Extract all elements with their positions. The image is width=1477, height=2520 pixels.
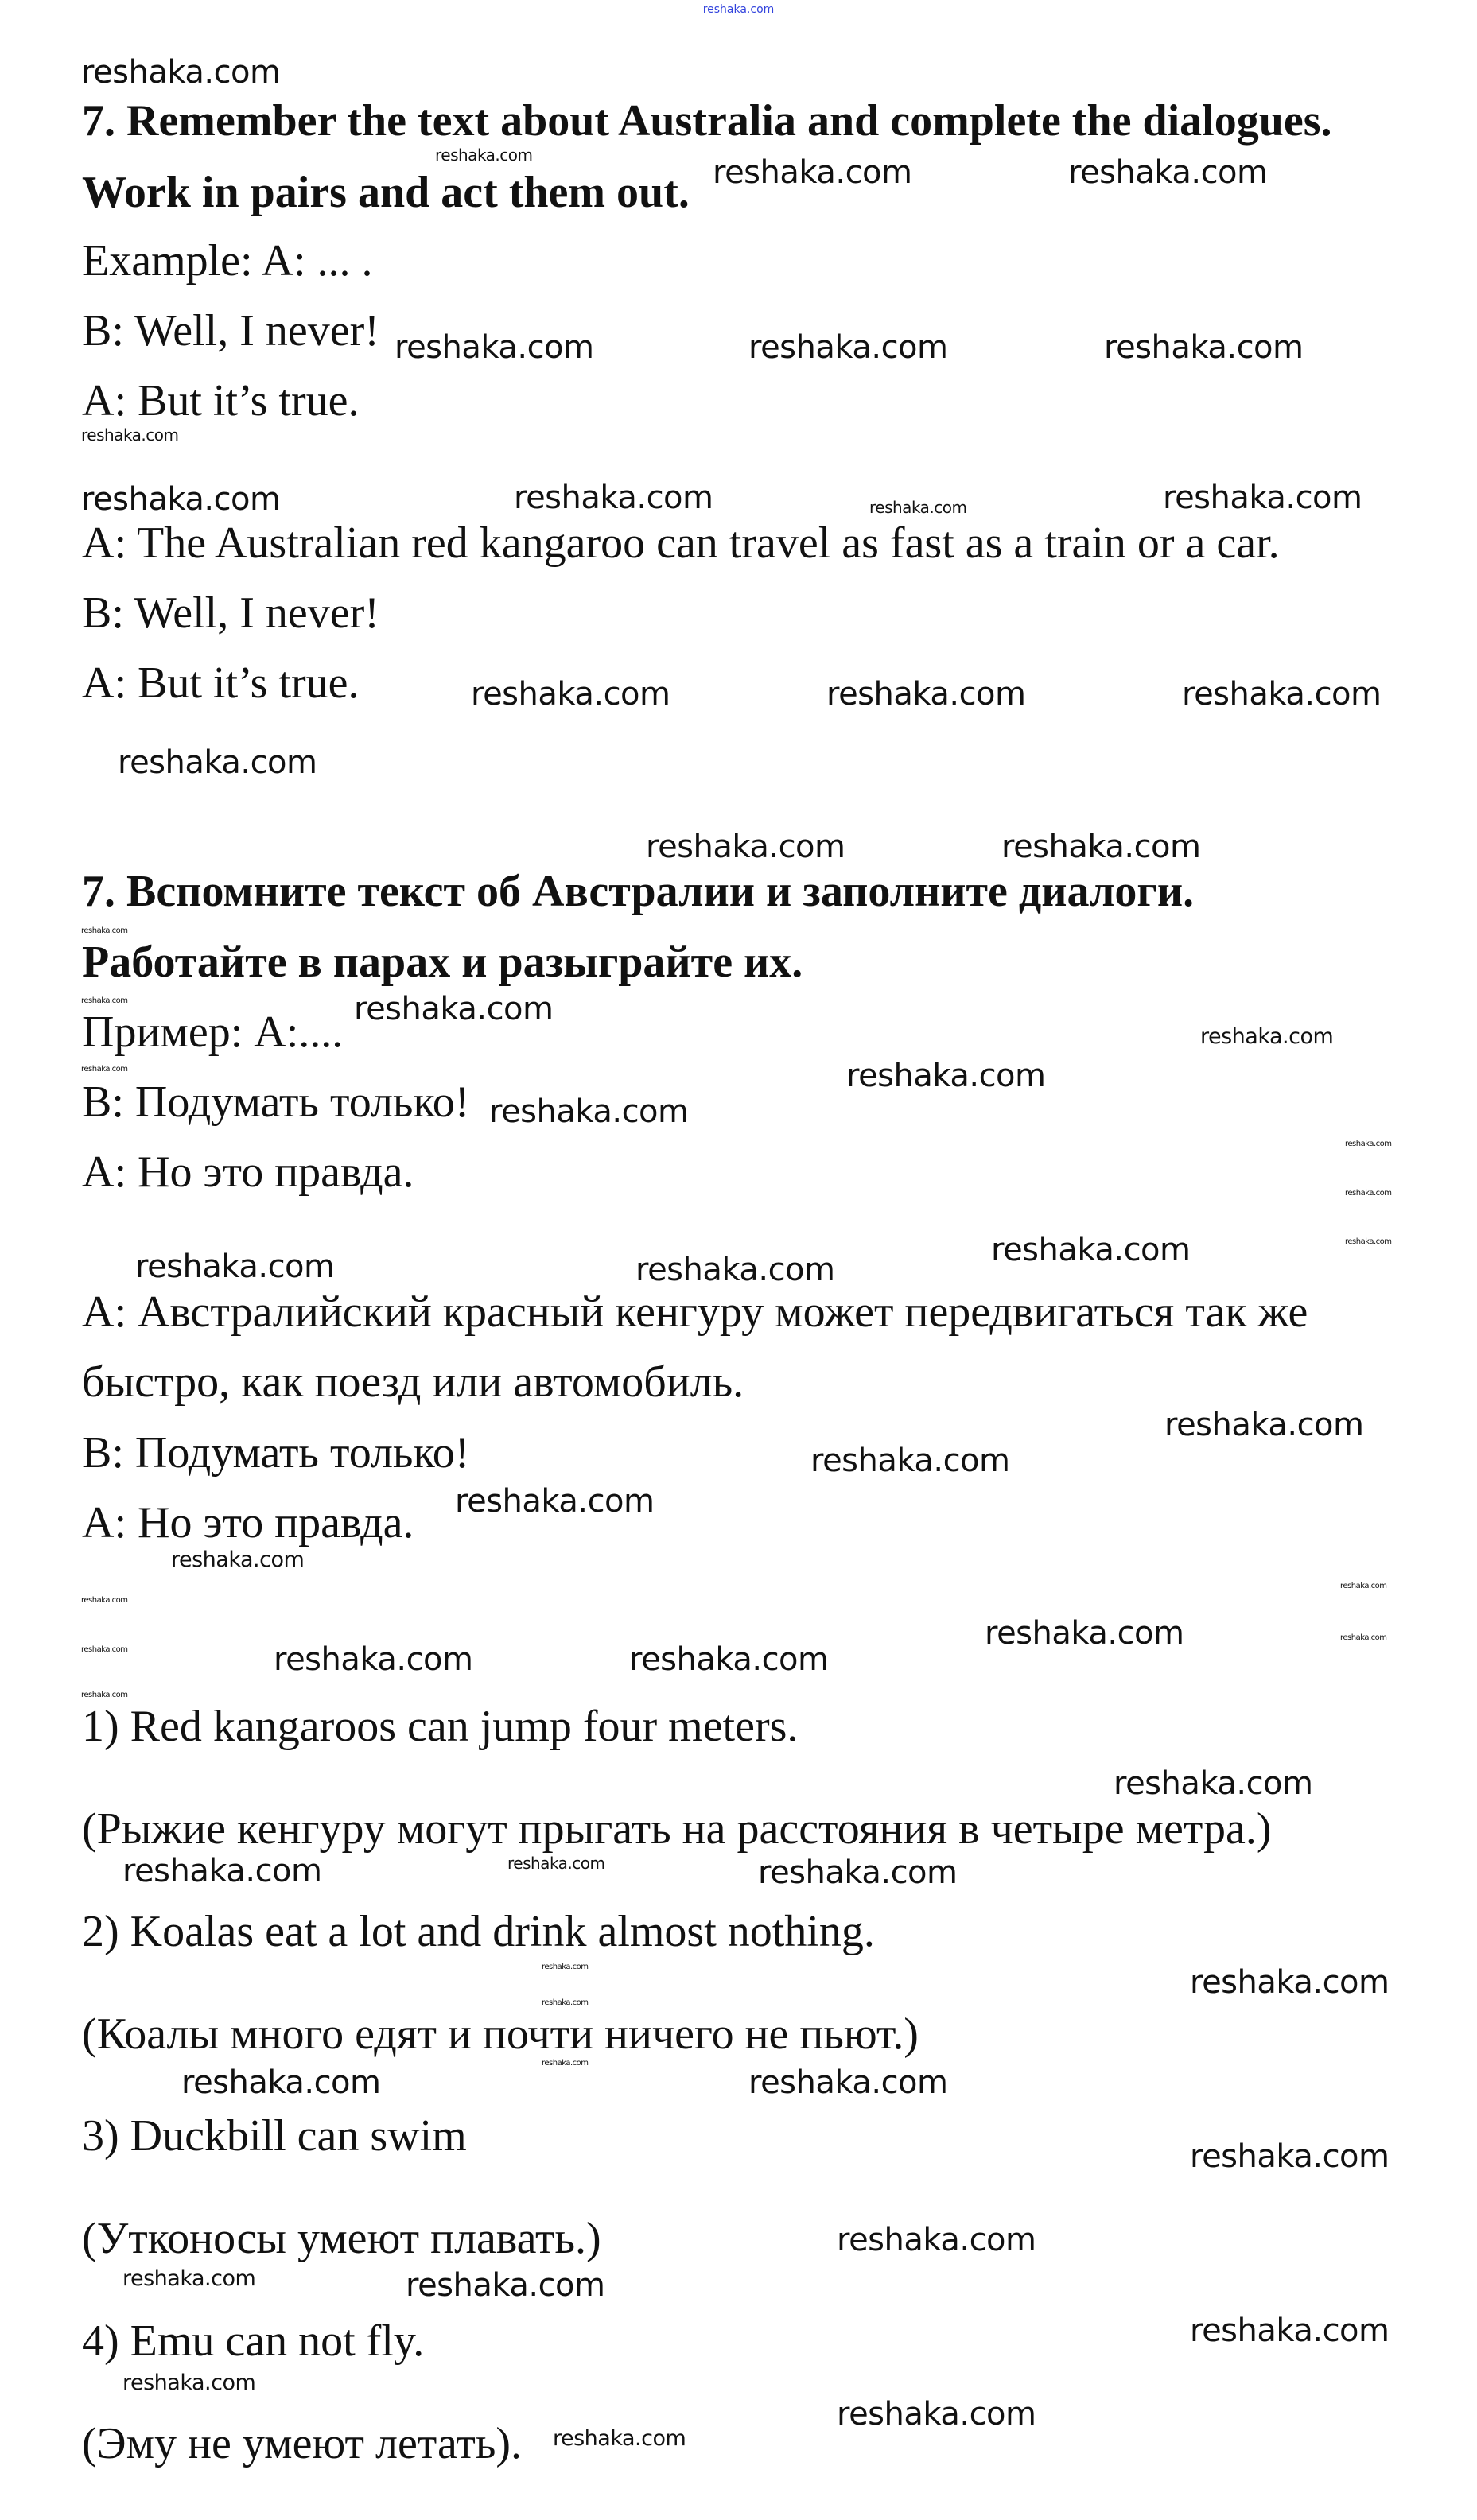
- watermark: reshaka.com: [810, 1442, 1010, 1479]
- watermark: reshaka.com: [81, 54, 281, 91]
- watermark: reshaka.com: [991, 1232, 1191, 1268]
- watermark: reshaka.com: [713, 154, 912, 191]
- watermark: reshaka.com: [489, 1093, 689, 1130]
- watermark: reshaka.com: [1345, 1237, 1392, 1246]
- watermark: reshaka.com: [629, 1641, 829, 1678]
- answer-line: 2) Koalas eat a lot and drink almost nothing.: [82, 1907, 875, 1956]
- watermark: reshaka.com: [826, 676, 1026, 713]
- dialogue-line: В: Подумать только!: [82, 1428, 470, 1477]
- watermark: reshaka.com: [635, 1252, 835, 1288]
- example-line: Example: A: ... .: [82, 236, 373, 285]
- dialogue-line: A: But it’s true.: [82, 658, 360, 708]
- watermark: reshaka.com: [455, 1483, 655, 1520]
- dialogue-line: А: Австралийский красный кенгуру может передвигаться так же: [82, 1287, 1308, 1337]
- site-link[interactable]: reshaka.com: [702, 3, 775, 16]
- watermark: reshaka.com: [748, 329, 948, 366]
- watermark: reshaka.com: [81, 1596, 128, 1605]
- watermark: reshaka.com: [122, 2371, 256, 2395]
- watermark: reshaka.com: [1340, 1582, 1387, 1590]
- task-heading: 7. Remember the text about Australia and complete the dialogues.: [82, 96, 1332, 146]
- watermark: reshaka.com: [1190, 2138, 1390, 2175]
- watermark: reshaka.com: [1182, 676, 1382, 713]
- watermark: reshaka.com: [514, 480, 713, 516]
- watermark: reshaka.com: [1345, 1189, 1392, 1198]
- watermark: reshaka.com: [748, 2064, 948, 2101]
- answer-line: (Рыжие кенгуру могут прыгать на расстояния в четыре метра.): [82, 1804, 1272, 1854]
- watermark: reshaka.com: [122, 2266, 256, 2291]
- answer-line: 4) Emu can not fly.: [82, 2316, 425, 2366]
- answer-line: 3) Duckbill can swim: [82, 2111, 467, 2161]
- watermark: reshaka.com: [542, 1963, 589, 1971]
- example-line: Пример: А:....: [82, 1008, 344, 1057]
- watermark: reshaka.com: [406, 2267, 605, 2304]
- answer-line: (Коалы много едят и почти ничего не пьют.): [82, 2009, 919, 2059]
- task-heading: Работайте в парах и разыграйте их.: [82, 938, 803, 987]
- task-heading: Work in pairs and act them out.: [82, 168, 690, 217]
- watermark: reshaka.com: [985, 1615, 1184, 1652]
- example-line: B: Well, I never!: [82, 306, 379, 355]
- watermark: reshaka.com: [471, 676, 670, 713]
- watermark: reshaka.com: [81, 996, 128, 1005]
- watermark: reshaka.com: [869, 498, 967, 517]
- dialogue-line: А: Но это правда.: [82, 1498, 414, 1547]
- watermark: reshaka.com: [1068, 154, 1268, 191]
- watermark: reshaka.com: [846, 1058, 1046, 1094]
- watermark: reshaka.com: [1345, 1140, 1392, 1148]
- watermark: reshaka.com: [758, 1854, 958, 1891]
- watermark: reshaka.com: [274, 1641, 473, 1678]
- dialogue-line: B: Well, I never!: [82, 588, 379, 638]
- watermark: reshaka.com: [81, 1691, 128, 1699]
- watermark: reshaka.com: [1104, 329, 1304, 366]
- example-line: A: But it’s true.: [82, 376, 360, 425]
- watermark: reshaka.com: [837, 2222, 1036, 2258]
- watermark: reshaka.com: [542, 1998, 589, 2007]
- watermark: reshaka.com: [507, 1854, 605, 1873]
- watermark: reshaka.com: [354, 991, 554, 1027]
- watermark: reshaka.com: [81, 1065, 128, 1074]
- watermark: reshaka.com: [118, 744, 317, 781]
- watermark: reshaka.com: [181, 2064, 381, 2101]
- watermark: reshaka.com: [1163, 480, 1362, 516]
- watermark: reshaka.com: [81, 425, 179, 445]
- example-line: А: Но это правда.: [82, 1147, 414, 1197]
- watermark: reshaka.com: [1190, 2312, 1390, 2349]
- watermark: reshaka.com: [1200, 1024, 1334, 1049]
- dialogue-line: быстро, как поезд или автомобиль.: [82, 1357, 744, 1407]
- answer-line: 1) Red kangaroos can jump four meters.: [82, 1702, 799, 1751]
- watermark: reshaka.com: [1001, 829, 1201, 865]
- watermark: reshaka.com: [837, 2396, 1036, 2433]
- task-heading: 7. Вспомните текст об Австралии и заполните диалоги.: [82, 867, 1195, 916]
- watermark: reshaka.com: [542, 2059, 589, 2068]
- watermark: reshaka.com: [1340, 1633, 1387, 1642]
- watermark: reshaka.com: [1190, 1964, 1390, 2001]
- watermark: reshaka.com: [135, 1248, 335, 1285]
- example-line: В: Подумать только!: [82, 1078, 470, 1127]
- watermark: reshaka.com: [122, 1853, 322, 1889]
- watermark: reshaka.com: [81, 481, 281, 518]
- answer-line: (Утконосы умеют плавать.): [82, 2214, 601, 2263]
- watermark: reshaka.com: [646, 829, 845, 865]
- watermark: reshaka.com: [81, 1645, 128, 1654]
- watermark: reshaka.com: [171, 1547, 305, 1572]
- watermark: reshaka.com: [1114, 1765, 1313, 1802]
- dialogue-line: A: The Australian red kangaroo can travel as fast as a train or a car.: [82, 518, 1280, 568]
- watermark: reshaka.com: [395, 329, 594, 366]
- watermark: reshaka.com: [435, 146, 533, 165]
- watermark: reshaka.com: [1164, 1407, 1364, 1443]
- watermark: reshaka.com: [81, 926, 128, 935]
- watermark: reshaka.com: [553, 2426, 686, 2451]
- answer-line: (Эму не умеют летать).: [82, 2419, 523, 2468]
